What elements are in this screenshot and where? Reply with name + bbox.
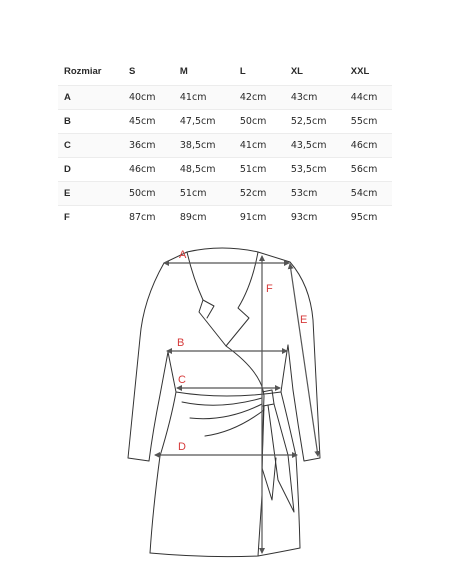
right-collar <box>226 252 258 346</box>
table-cell: 89cm <box>174 206 234 230</box>
table-cell: 48,5cm <box>174 158 234 182</box>
right-side <box>281 345 300 548</box>
left-collar <box>187 252 226 346</box>
label-f: F <box>266 283 273 295</box>
dress-outline <box>128 248 320 557</box>
row-label: D <box>58 158 123 182</box>
dress-measurement-diagram <box>120 244 332 564</box>
table-row <box>58 206 392 230</box>
left-sleeve <box>128 252 187 461</box>
table-cell: 56cm <box>345 158 392 182</box>
drape-fold <box>182 398 262 405</box>
table-cell: 41cm <box>174 86 234 110</box>
label-e: E <box>300 314 308 326</box>
table-cell: 36cm <box>123 134 174 158</box>
table-cell: 50cm <box>234 110 285 134</box>
label-d: D <box>178 441 186 453</box>
neckline <box>187 248 258 252</box>
drape-fold <box>190 404 262 419</box>
table-cell: 41cm <box>234 134 285 158</box>
left-lapel-notch <box>203 300 214 318</box>
table-cell: 91cm <box>234 206 285 230</box>
header-l: L <box>239 66 246 77</box>
table-cell: 55cm <box>345 110 392 134</box>
table-cell: 53cm <box>285 182 345 206</box>
table-cell: 93cm <box>285 206 345 230</box>
table-cell: 50cm <box>123 182 174 206</box>
label-b: B <box>177 337 185 349</box>
table-cell: 43,5cm <box>285 134 345 158</box>
header-xxl: XXL <box>350 66 370 77</box>
header-size: Rozmiar <box>64 66 102 77</box>
table-cell: 38,5cm <box>174 134 234 158</box>
table-cell: 42cm <box>234 86 285 110</box>
table-cell: 52cm <box>234 182 285 206</box>
row-label: C <box>58 134 123 158</box>
table-cell: 40cm <box>123 86 174 110</box>
table-row <box>58 110 392 134</box>
header-m: M <box>179 66 188 77</box>
table-cell: 43cm <box>285 86 345 110</box>
drape-fold <box>205 410 264 436</box>
label-c: C <box>178 374 186 386</box>
table-cell: 95cm <box>345 206 392 230</box>
table-cell: 46cm <box>345 134 392 158</box>
table-cell: 46cm <box>123 158 174 182</box>
table-cell: 51cm <box>174 182 234 206</box>
row-label: B <box>58 110 123 134</box>
hem <box>150 548 300 557</box>
row-label: F <box>58 206 123 230</box>
table-header-row <box>58 58 392 86</box>
left-side <box>150 352 176 553</box>
table-cell: 87cm <box>123 206 174 230</box>
size-table <box>58 58 392 229</box>
table-cell: 44cm <box>345 86 392 110</box>
table-row <box>58 182 392 206</box>
table-row <box>58 158 392 182</box>
waist-line <box>176 392 281 396</box>
table-cell: 52,5cm <box>285 110 345 134</box>
wrap-edge <box>226 346 264 556</box>
header-s: S <box>128 66 136 77</box>
table-cell: 53,5cm <box>285 158 345 182</box>
table-cell: 45cm <box>123 110 174 134</box>
label-a: A <box>179 249 187 261</box>
header-xl: XL <box>290 66 303 77</box>
row-label: A <box>58 86 123 110</box>
table-cell: 47,5cm <box>174 110 234 134</box>
table-cell: 51cm <box>234 158 285 182</box>
measure-e-line <box>290 264 318 456</box>
table-row <box>58 134 392 158</box>
row-label: E <box>58 182 123 206</box>
table-cell: 54cm <box>345 182 392 206</box>
table-row <box>58 86 392 110</box>
